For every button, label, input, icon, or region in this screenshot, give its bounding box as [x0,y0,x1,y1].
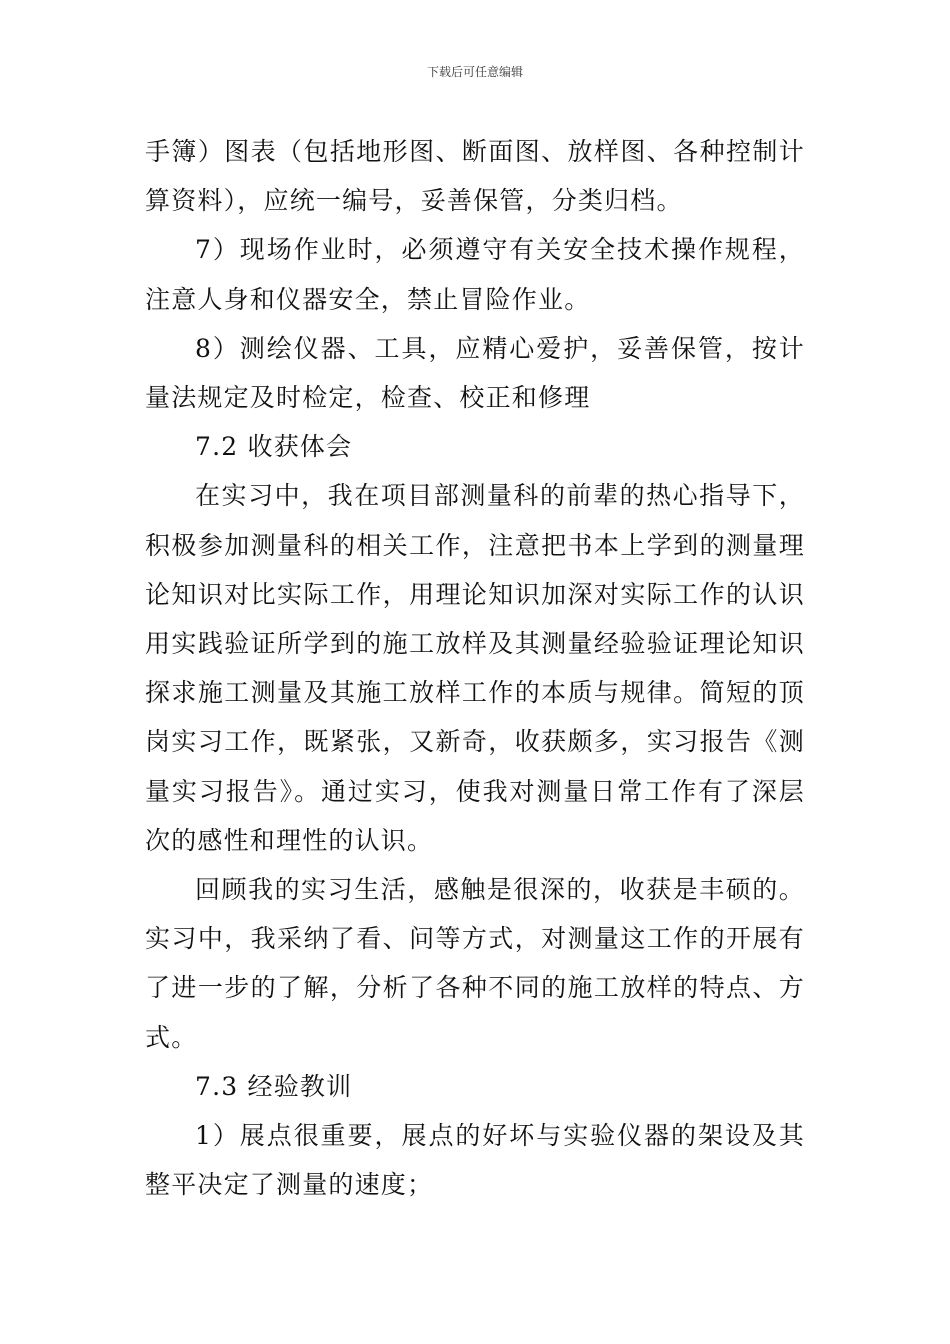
paragraph-instrument-care: 8）测绘仪器、工具，应精心爱护，妥善保管，按计量法规定及时检定，检查、校正和修理 [145,333,805,413]
paragraph-reflection: 回顾我的实习生活，感触是很深的，收获是丰硕的。实习中，我采纳了看、问等方式，对测量这工作的开展有了进一步的了解，分析了各种不同的施工放样的特点、方式。 [145,875,805,1052]
paragraph-archive-note: 手簿）图表（包括地形图、断面图、放样图、各种控制计算资料），应统一编号，妥善保管，分类归档。 [145,137,805,216]
paragraph-lesson-1: 1）展点很重要，展点的好坏与实验仪器的架设及其整平决定了测量的速度； [145,1121,805,1200]
page-header: 下载后可任意编辑 [426,65,523,79]
paragraph-internship-experience: 在实习中，我在项目部测量科的前辈的热心指导下，积极参加测量科的相关工作，注意把书本上学到的测量理论知识对比实际工作，用理论知识加深对实际工作的认识用实践验证所学到的施工放样及其测量经验验证理论知识探求施工测量及其施工放样工作的本质与规律。简短的顶岗实习工作，既紧张，又新奇，收获颇多，实习报告《测量实习报告》。通过实习，使我对测量日常工作有了深层次的感性和理性的认识。 [145,481,805,855]
paragraph-safety-rule: 7）现场作业时，必须遵守有关安全技术操作规程，注意人身和仪器安全，禁止冒险作业。 [145,235,805,314]
document-body [145,127,805,1209]
section-heading-7-3: 7.3 经验教训 [195,1071,353,1101]
section-heading-7-2: 7.2 收获体会 [195,432,353,462]
